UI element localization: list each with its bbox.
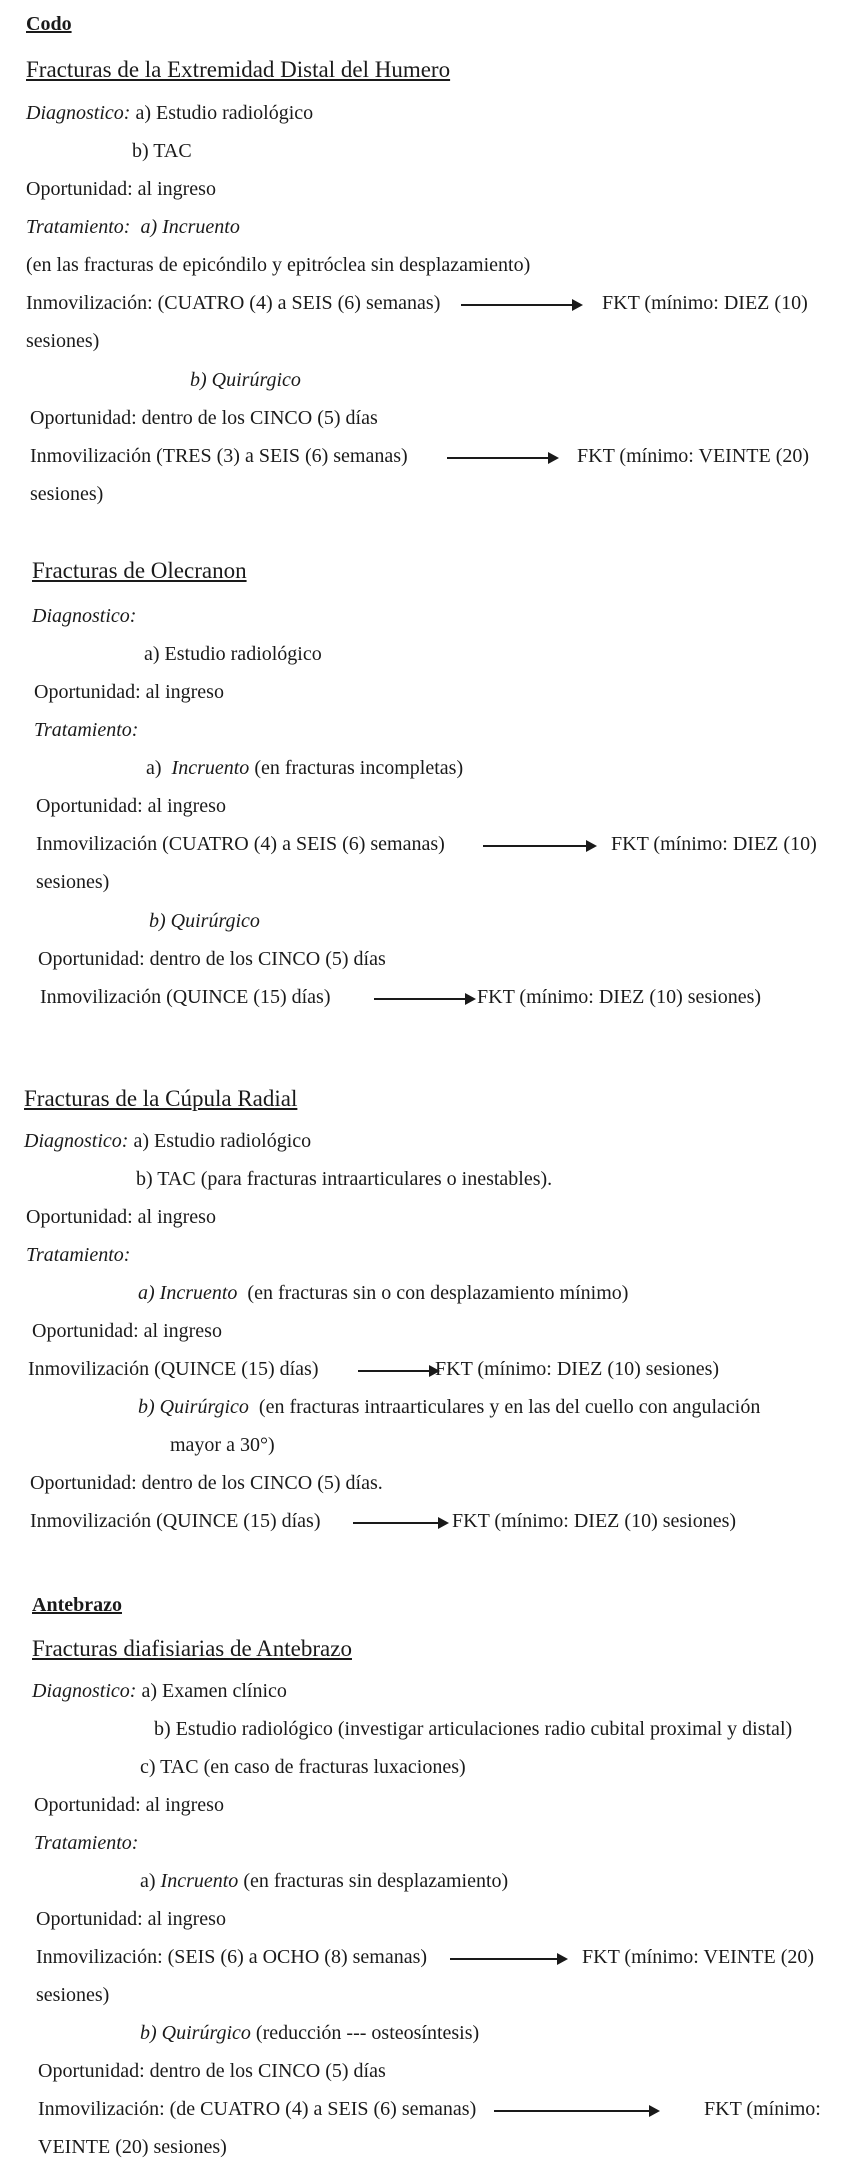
trat-label: Tratamiento: [34, 719, 139, 741]
trat-label: Tratamiento: [34, 1832, 139, 1854]
oportunidad: Oportunidad: al ingreso [32, 1320, 222, 1342]
fkt: FKT (mínimo: DIEZ (10) sesiones) [435, 1358, 720, 1380]
section-title-codo: Codo [26, 13, 72, 35]
fkt-continuation: sesiones) [36, 1984, 110, 2006]
oportunidad: Oportunidad: dentro de los CINCO (5) días. [30, 1472, 383, 1494]
trat-label: Tratamiento: [26, 1244, 131, 1266]
trat-b: b) Quirúrgico [190, 369, 301, 391]
trat-b-desc: (en fracturas intraarticulares y en las del cuello con angulación [258, 1396, 761, 1418]
fkt-continuation: sesiones) [26, 330, 100, 352]
oportunidad: Oportunidad: al ingreso [34, 681, 224, 703]
trat-b-continuation: mayor a 30°) [170, 1434, 275, 1456]
humero-diagnostico [26, 103, 313, 123]
trat-b-desc: (reducción --- osteosíntesis) [255, 2022, 480, 2044]
fkt: FKT (mínimo: VEINTE (20) [582, 1946, 815, 1968]
trat-a-type: Incruento [160, 1870, 239, 1892]
oportunidad: Oportunidad: dentro de los CINCO (5) días [38, 948, 386, 970]
diag-label: Diagnostico: [32, 1680, 137, 1702]
diag-c: c) TAC (en caso de fracturas luxaciones) [140, 1756, 466, 1778]
diag-a: a) Estudio radiológico [133, 1130, 312, 1152]
trat-a [138, 1283, 628, 1303]
inmovilizacion: Inmovilización (CUATRO (4) a SEIS (6) semanas) [36, 833, 445, 855]
diag-a: a) Estudio radiológico [144, 643, 322, 665]
diag-b: b) Estudio radiológico (investigar articulaciones radio cubital proximal y distal) [154, 1718, 793, 1740]
oportunidad: Oportunidad: al ingreso [36, 1908, 226, 1930]
oportunidad: Oportunidad: dentro de los CINCO (5) días [38, 2060, 386, 2082]
fkt: FKT (mínimo: DIEZ (10) [611, 833, 817, 855]
inmovilizacion: Inmovilización (QUINCE (15) días) [40, 986, 331, 1008]
inmovilizacion: Inmovilización: (de CUATRO (4) a SEIS (6) semanas) [38, 2098, 477, 2120]
inmovilizacion: Inmovilización (QUINCE (15) días) [30, 1510, 321, 1532]
note: (en las fracturas de epicóndilo y epitróclea sin desplazamiento) [26, 254, 531, 276]
trat-b [140, 2023, 479, 2043]
inmovilizacion: Inmovilización (TRES (3) a SEIS (6) semanas) [30, 445, 408, 467]
diafisiarias-diagnostico [32, 1681, 287, 1701]
heading-olecranon: Fracturas de Olecranon [32, 558, 247, 583]
fkt-continuation: VEINTE (20) sesiones) [38, 2136, 227, 2158]
arrow-icon [374, 998, 474, 1000]
inmovilizacion: Inmovilización (QUINCE (15) días) [28, 1358, 319, 1380]
inmovilizacion: Inmovilización: (SEIS (6) a OCHO (8) semanas) [36, 1946, 428, 1968]
fkt: FKT (mínimo: DIEZ (10) sesiones) [477, 986, 762, 1008]
section-title-antebrazo: Antebrazo [32, 1594, 122, 1616]
trat-b: b) Quirúrgico [149, 910, 260, 932]
arrow-icon [461, 304, 581, 306]
trat-a-type: Incruento [171, 757, 250, 779]
diag-b: b) TAC [132, 140, 192, 162]
diag-label: Diagnostico: [32, 605, 137, 627]
fkt-continuation: sesiones) [36, 871, 110, 893]
trat-b-type: b) Quirúrgico [138, 1396, 249, 1418]
trat-b-type: b) Quirúrgico [140, 2022, 251, 2044]
fkt-continuation: sesiones) [30, 483, 104, 505]
fkt: FKT (mínimo: VEINTE (20) [577, 445, 810, 467]
arrow-icon [358, 1370, 438, 1372]
heading-diafisiarias: Fracturas diafisiarias de Antebrazo [32, 1636, 352, 1661]
humero-tratamiento [26, 217, 240, 237]
trat-a-desc: (en fracturas sin desplazamiento) [243, 1870, 509, 1892]
trat-a-desc: (en fracturas sin o con desplazamiento mínimo) [247, 1282, 629, 1304]
trat-label: Tratamiento: [26, 216, 131, 238]
trat-a-marker: a) [140, 1870, 156, 1892]
arrow-icon [447, 457, 557, 459]
trat-a [146, 758, 463, 778]
diag-a: a) Examen clínico [141, 1680, 287, 1702]
trat-b [138, 1397, 760, 1417]
fkt: FKT (mínimo: [704, 2098, 821, 2120]
oportunidad: Oportunidad: dentro de los CINCO (5) días [30, 407, 378, 429]
diag-b: b) TAC (para fracturas intraarticulares o inestables). [136, 1168, 553, 1190]
trat-a-type: a) Incruento [138, 1282, 238, 1304]
trat-a: a) Incruento [140, 216, 240, 238]
fkt: FKT (mínimo: DIEZ (10) sesiones) [452, 1510, 737, 1532]
inmovilizacion: Inmovilización: (CUATRO (4) a SEIS (6) semanas) [26, 292, 441, 314]
oportunidad: Oportunidad: al ingreso [36, 795, 226, 817]
oportunidad: Oportunidad: al ingreso [26, 178, 216, 200]
arrow-icon [483, 845, 595, 847]
oportunidad: Oportunidad: al ingreso [34, 1794, 224, 1816]
trat-a-desc: (en fracturas incompletas) [254, 757, 464, 779]
fkt: FKT (mínimo: DIEZ (10) [602, 292, 808, 314]
oportunidad: Oportunidad: al ingreso [26, 1206, 216, 1228]
heading-cupula-radial: Fracturas de la Cúpula Radial [24, 1086, 298, 1111]
arrow-icon [450, 1958, 566, 1960]
heading-humero: Fracturas de la Extremidad Distal del Humero [26, 57, 451, 82]
cupula-diagnostico [24, 1131, 311, 1151]
arrow-icon [494, 2110, 658, 2112]
diag-label: Diagnostico: [26, 102, 131, 124]
diag-a: a) Estudio radiológico [135, 102, 314, 124]
trat-a-marker: a) [146, 757, 162, 779]
arrow-icon [353, 1522, 447, 1524]
diag-label: Diagnostico: [24, 1130, 129, 1152]
trat-a [140, 1871, 508, 1891]
